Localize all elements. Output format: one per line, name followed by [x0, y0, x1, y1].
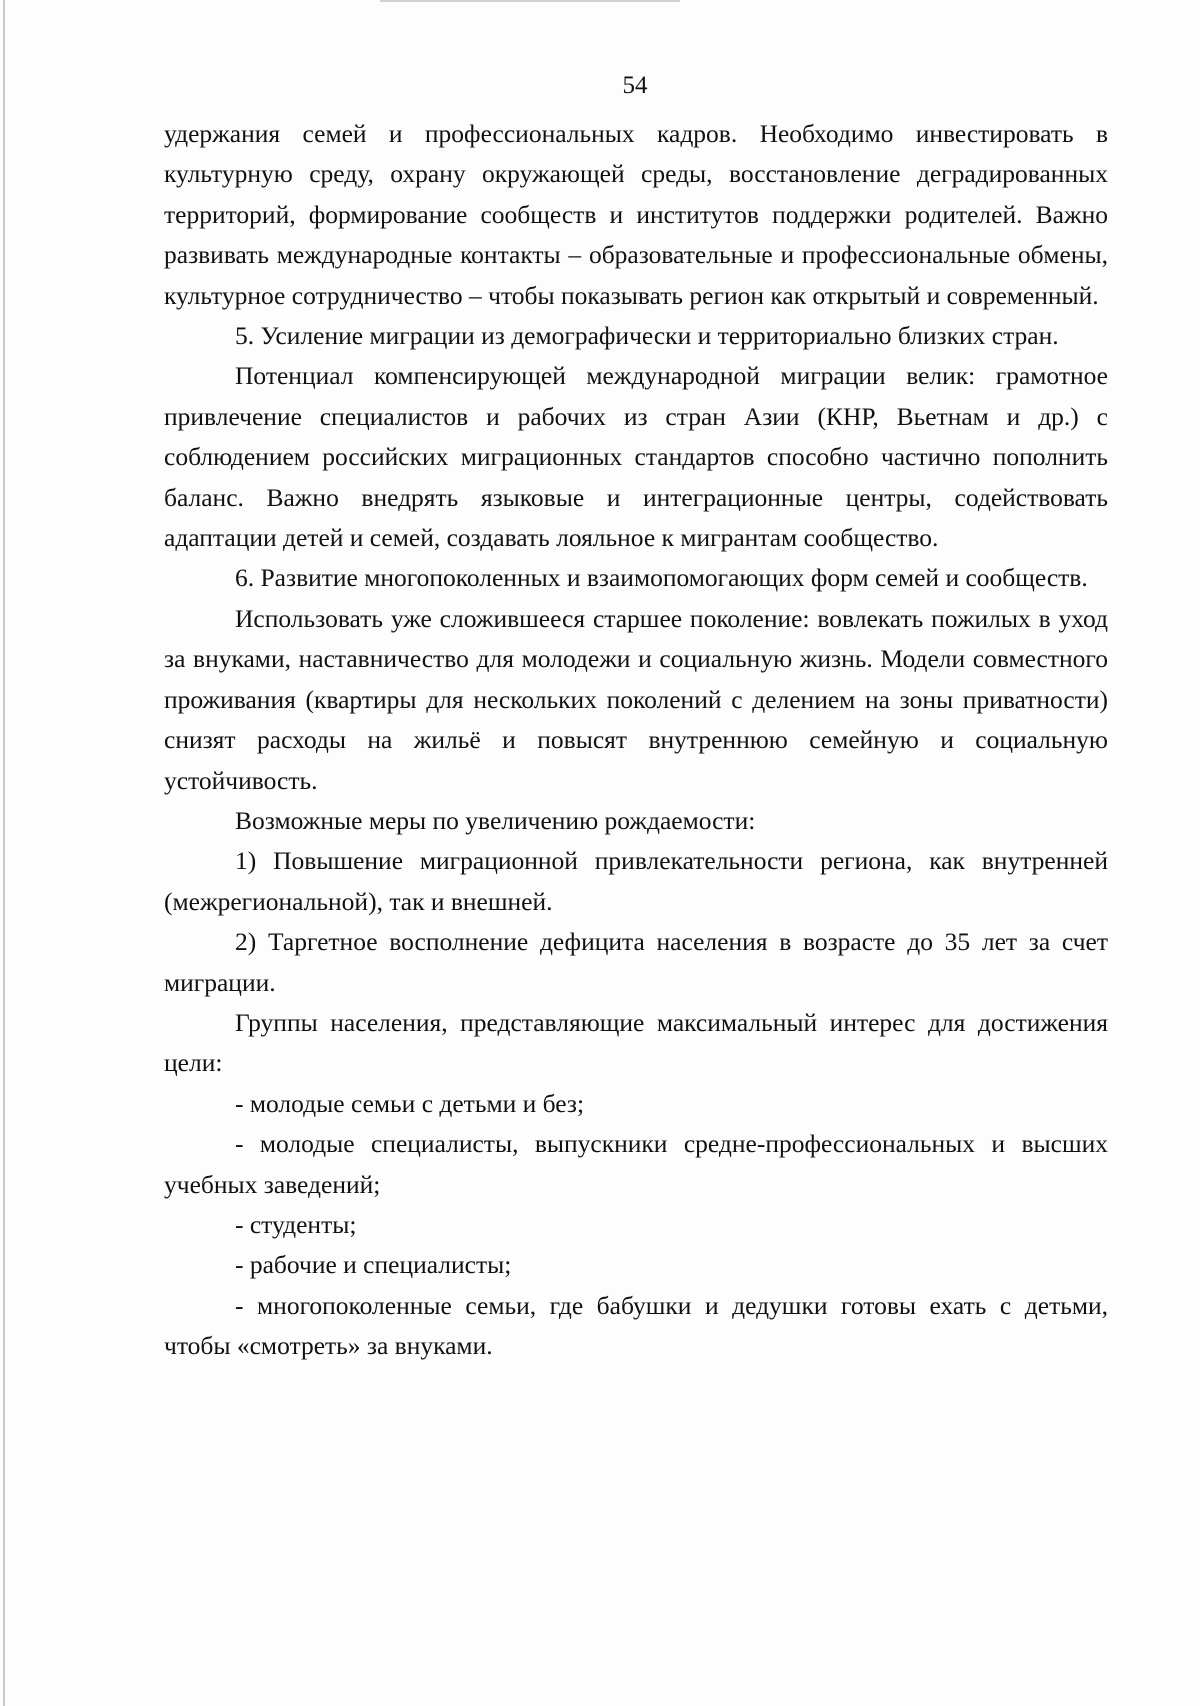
- list-item: - рабочие и специалисты;: [235, 1250, 512, 1280]
- list-item: - молодые семьи с детьми и без;: [235, 1088, 585, 1118]
- target-groups-heading: Группы населения, представляющие максимальный интерес для достижения цели:: [164, 1007, 1108, 1078]
- paragraph-older-generation: Использовать уже сложившееся старшее поколение: вовлекать пожилых в уход за внуками, наставничество для молодежи и социальную жизнь. Модели совместного проживания (квартиры для нескольких поколений с делением на зоны приватности) снизят расходы на жильё и повысят внутреннюю семейную и социальную устойчивость.: [164, 603, 1108, 795]
- page-number: 54: [622, 72, 648, 99]
- list-item: - студенты;: [235, 1209, 357, 1239]
- scan-edge-line: [3, 0, 5, 1706]
- measures-heading: Возможные меры по увеличению рождаемости:: [235, 805, 756, 835]
- measure-item-1: 1) Повышение миграционной привлекательности региона, как внутренней (межрегиональной), так и внешней.: [164, 846, 1108, 916]
- list-item: - молодые специалисты, выпускники средне-профессиональных и высших учебных заведений;: [164, 1129, 1108, 1199]
- paragraph-migration-potential: Потенциал компенсирующей международной миграции велик: грамотное привлечение специалистов и рабочих из стран Азии (КНР, Вьетнам и др.) с соблюдением российских миграционных стандартов способно частично пополнить баланс. Важно внедрять языковые и интеграционные центры, содействовать адаптации детей и семей, создавать лояльное к мигрантам сообщество.: [164, 361, 1108, 553]
- list-item: - многопоколенные семьи, где бабушки и дедушки готовы ехать с детьми, чтобы «смотреть» за внуками.: [164, 1290, 1108, 1361]
- paragraph-continuation: удержания семей и профессиональных кадров. Необходимо инвестировать в культурную среду, охрану окружающей среды, восстановление деградированных территорий, формирование сообществ и институтов поддержки родителей. Важно развивать международные контакты – образовательные и профессиональные обмены, культурное сотрудничество – чтобы показывать регион как открытый и современный.: [164, 119, 1108, 310]
- page-body: [164, 114, 1108, 1367]
- section-heading-5: 5. Усиление миграции из демографически и территориально близких стран.: [235, 321, 1059, 351]
- scan-top-line: [380, 0, 680, 2]
- measure-item-2: 2) Таргетное восполнение дефицита населения в возрасте до 35 лет за счет миграции.: [164, 927, 1108, 997]
- section-heading-6: 6. Развитие многопоколенных и взаимопомогающих форм семей и сообществ.: [235, 563, 1088, 593]
